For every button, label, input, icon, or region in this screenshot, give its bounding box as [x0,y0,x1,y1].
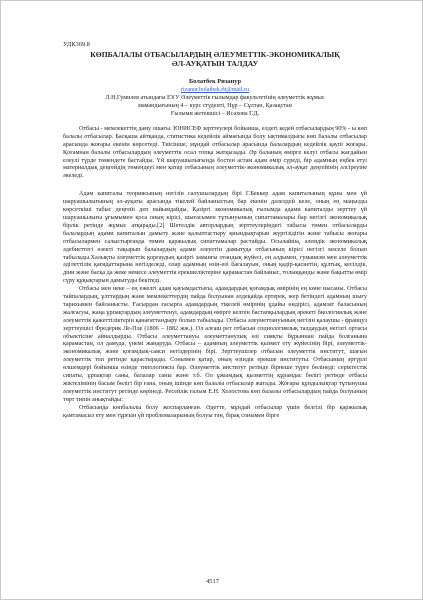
article-body [63,190,367,419]
article-title-line-2: ӘЛ-АУҚАТЫН ТАЛДАУ [171,58,259,68]
affiliation-line-1: Л.Н.Гумилев атындағы ЕҰУ Әлеуметтік ғылымдар факультетінің әлеуметтік жұмыс [105,94,325,101]
body-paragraph-1: Адам капиталы теориясының негізін салушылардың бірі Г.Беккер адам капиталының құны мен үй шаруашылығының әл-ауқаты арасында тікелей байланыстың бар екенін дәлелдей келе, оның ең маңызды көрсеткіші табыс деңгейі деп пайымдайды. Қазіргі экономикалық ғылымда адами капиталды зерттеу үй шаруашылығы ұғымымен қоса оның кірісі, шығасымен тұтынуының сипаттамалары бар негізгі экономикалық бірлік ретінде жұмыс атқарады.[2] Шетелдік авторлардың зерттеулеріндегі табысы төмен отбасыларды балалардың адами капиталын дамыту және қалыптастыру қиындықтарын жүргізідігін және табысы жоғары отбасылармен салыстырғанда төмен қаржылық сипаттамалар растайды. Осылайша, әлемдік экономикалық әдебиеттегі өзекті тақырып балалардың адами әлеуетін дамытуда отбасының кірісі негізгі мәселе болып табылады.Халықты әлеуметтік қорғаудың қазіргі заманғы отандық жүйесі, ең алдымен, гуманизм мен әлеуметтік әділеттілік қағидаттарына негізделеді, олар адамның өзін-өзі бағалауын, оның қадір-қасиетін, құлтық, кесілдік, діни және басқа да жеке немесе әлеуметтік ерекшеліктеріне қарамастан байланыс, толыққанды және бақытты өмір сүру құқықтарын дамытуды бекітеді. [63,190,367,285]
author-email-link[interactable]: rizanur.bolatbek.rb@mail.ru [180,86,249,93]
udk-code: УДК369.8 [63,41,90,48]
author-name: Болатбек Ризанур [188,77,242,85]
body-paragraph-3: Отбасында көпбалалы болу жоспарланған. Әдетте, мұндай отбасылар үшін белгілі бір қаржылық қамтамасыз ету мен тұрғын үй проблемаларының болуы тән, бірақ сонымен бірге [63,403,367,419]
supervisor-line: Ғылыми жетекшісі – Исахова Г.Д. [170,110,260,117]
article-content [63,41,367,420]
abstract [63,125,367,180]
article-title-line-1: КӨПБАЛАЛЫ ОТБАСЫЛАРДЫҢ ӘЛЕУМЕТТІК-ЭКОНОМИКАЛЫҚ [90,49,340,59]
page-number: 4517 [206,578,219,585]
abstract-text: Отбасы - мемлекеттің даму ошағы. ЮНИСЕФ зерттеулері бойынша, елдегі кедей отбасылардың 90% - ы көп балалы отбасылар. Басқаша айтқанда, статистика кедейлік аймағында болу ықтималдығы көп балалы отбасылар арасында жоғары екенін көрсетеді. Тиісінше, мұндай отбасылар арасында балалардың кедейлік қаупі жоғары. Қоғамнан балалы отбасылардың әлеуметтік осал топқа жатқызады. Әр баланың өмірге келуі отбасы жағдайын елеулі түрде төмендете бастайды. Үй шаруашылығында бостен астам адам өмір сүреді, бір адамның еңбек етуі материалдық деңгейдің төмендеуі мен қатар отбасының әлеуметтік-экономикалық әл-ауқат деңгейінің әлсіреуіне әкеледі. [63,124,367,180]
affiliation-line-2: мамандығының 4 – курс студенті, Нұр – Сұлтан, Қазақстан [138,102,292,109]
body-paragraph-2: Отбасы мен неке – ең ежелгі адам қауымдастығы, адамдардың қоғамдық өмірінің ең көне нысаны. Отбасы тайпалардың, ұлттардың және мемлекеттердің пайда болуынан әлдеқайда ертерек, жер бетіндегі адамның шығу тарихымен байланысты. Ғасырдан ғасырға адамдардың тікелей өмірінің ұдайы өндірісі, адамзат баласының жалғасуы, жаңа ұрпақтардың әлеуметтенуі, адамдардың өмірге келген бастапқылардың әрекеті биологиялық және әлеуметтік қажеттіліктерін қанағаттандыру болып табылады. Отбасы әлеуметтануының негізін қалаушы - француз зерттеушісі Фредерик Ле-Пле (1806 – 1882 жж.). Ол алғаш рет отбасын социологиялық талдаудың негізгі ортасы объектісіне айналдырды. Отбасы әлеуметтануы әлеуметтанулық өзі сияқты бұрыннан пайда болғанына қарамастан, ол дамуда, үнемі жаңаруда. Отбасы – адамның әлеуметтік қызмет ету жүйесінің бірі, әлеуметтік-экономикалық және қоғамдық-саяси негіздерінің бірі. Зерттеушілер отбасын әлеуметтік институт, шағын әлеуметтік топ ретінде қарастырады. Сонымен қатар, оның өзіндік ерекше институты. Отбасының әртүрлі өлшемдері бойынша өзінде типологиясы бар. Әлеуметтік институт ретінде бірнеше түрге бөлінеді: серіктестік сипаты, ұрпақтар саны, балалар саны және т.б. Ол ұжымдық қызметтің құрамдас бөлігі ретінде отбасы жіктелімінің басым бөлігі бір ғана, оның ішінде көп балалы отбасылар жатады. Жоғары құндылықтар тұтынушы әлеуметтік институт ретінде көрінеді. Ресейлік ғалым Е.Н. Холостова көп балалы отбасылардың пайда болуының төрт типін анықтайды: [63,285,367,403]
